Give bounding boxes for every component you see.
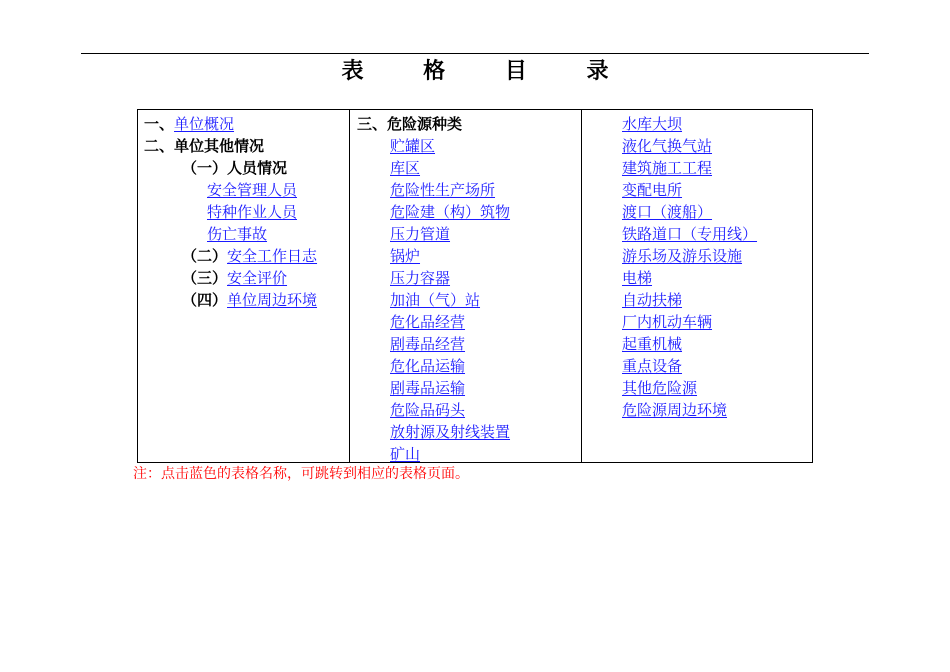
link-hazard-item[interactable]: 矿山 [390, 445, 421, 463]
link-special-operators[interactable]: 特种作业人员 [207, 203, 298, 221]
link-hazard-item[interactable]: 建筑施工工程 [622, 159, 713, 177]
toc-table [137, 109, 813, 463]
subsection-4 [138, 289, 349, 311]
link-hazard-item[interactable]: 剧毒品经营 [390, 335, 466, 353]
link-hazard-item[interactable]: 渡口（渡船） [622, 203, 713, 221]
toc-column-1 [138, 110, 350, 462]
link-safety-log[interactable]: 安全工作日志 [227, 247, 318, 265]
subsection-personnel: （一）人员情况 [182, 159, 288, 177]
link-hazard-item[interactable]: 危险性生产场所 [390, 181, 496, 199]
footnote: 注：点击蓝色的表格名称，可跳转到相应的表格页面。 [133, 466, 469, 482]
link-hazard-item[interactable]: 压力管道 [390, 225, 451, 243]
link-surroundings[interactable]: 单位周边环境 [227, 291, 318, 309]
section-2-heading: 二、单位其他情况 [144, 137, 265, 155]
link-hazard-item[interactable]: 变配电所 [622, 181, 683, 199]
link-hazard-item[interactable]: 锅炉 [390, 247, 421, 265]
subsection-4-prefix: （四） [182, 291, 228, 309]
section-1 [138, 113, 349, 135]
link-hazard-item[interactable]: 水库大坝 [622, 115, 683, 133]
link-hazard-item[interactable]: 放射源及射线装置 [390, 423, 511, 441]
link-safety-managers[interactable]: 安全管理人员 [207, 181, 298, 199]
link-hazard-item[interactable]: 铁路道口（专用线） [622, 225, 758, 243]
link-hazard-item[interactable]: 游乐场及游乐设施 [622, 247, 743, 265]
link-hazard-item[interactable]: 剧毒品运输 [390, 379, 466, 397]
subsection-2 [138, 245, 349, 267]
link-hazard-item[interactable]: 危险源周边环境 [622, 401, 728, 419]
link-hazard-item[interactable]: 重点设备 [622, 357, 683, 375]
link-hazard-item[interactable]: 危险品码头 [390, 401, 466, 419]
link-casualty-accidents[interactable]: 伤亡事故 [207, 225, 268, 243]
link-safety-evaluation[interactable]: 安全评价 [227, 269, 288, 287]
link-hazard-item[interactable]: 厂内机动车辆 [622, 313, 713, 331]
link-hazard-item[interactable]: 液化气换气站 [622, 137, 713, 155]
link-hazard-item[interactable]: 加油（气）站 [390, 291, 481, 309]
link-hazard-item[interactable]: 其他危险源 [622, 379, 698, 397]
link-hazard-item[interactable]: 危化品运输 [390, 357, 466, 375]
section-3-heading: 三、危险源种类 [357, 115, 463, 133]
subsection-3 [138, 267, 349, 289]
link-hazard-item[interactable]: 电梯 [622, 269, 653, 287]
link-hazard-item[interactable]: 危化品经营 [390, 313, 466, 331]
link-hazard-item[interactable]: 贮罐区 [390, 137, 436, 155]
subsection-3-prefix: （三） [182, 269, 228, 287]
toc-column-3 [582, 110, 812, 462]
link-hazard-item[interactable]: 库区 [390, 159, 421, 177]
link-unit-overview[interactable]: 单位概况 [174, 115, 235, 133]
page-title: 表 格 目 录 [341, 58, 635, 84]
subsection-2-prefix: （二） [182, 247, 228, 265]
top-rule [81, 53, 869, 54]
section-1-prefix: 一、 [144, 115, 175, 133]
link-hazard-item[interactable]: 自动扶梯 [622, 291, 683, 309]
link-hazard-item[interactable]: 危险建（构）筑物 [390, 203, 511, 221]
toc-column-2 [350, 110, 582, 462]
link-hazard-item[interactable]: 压力容器 [390, 269, 451, 287]
link-hazard-item[interactable]: 起重机械 [622, 335, 683, 353]
